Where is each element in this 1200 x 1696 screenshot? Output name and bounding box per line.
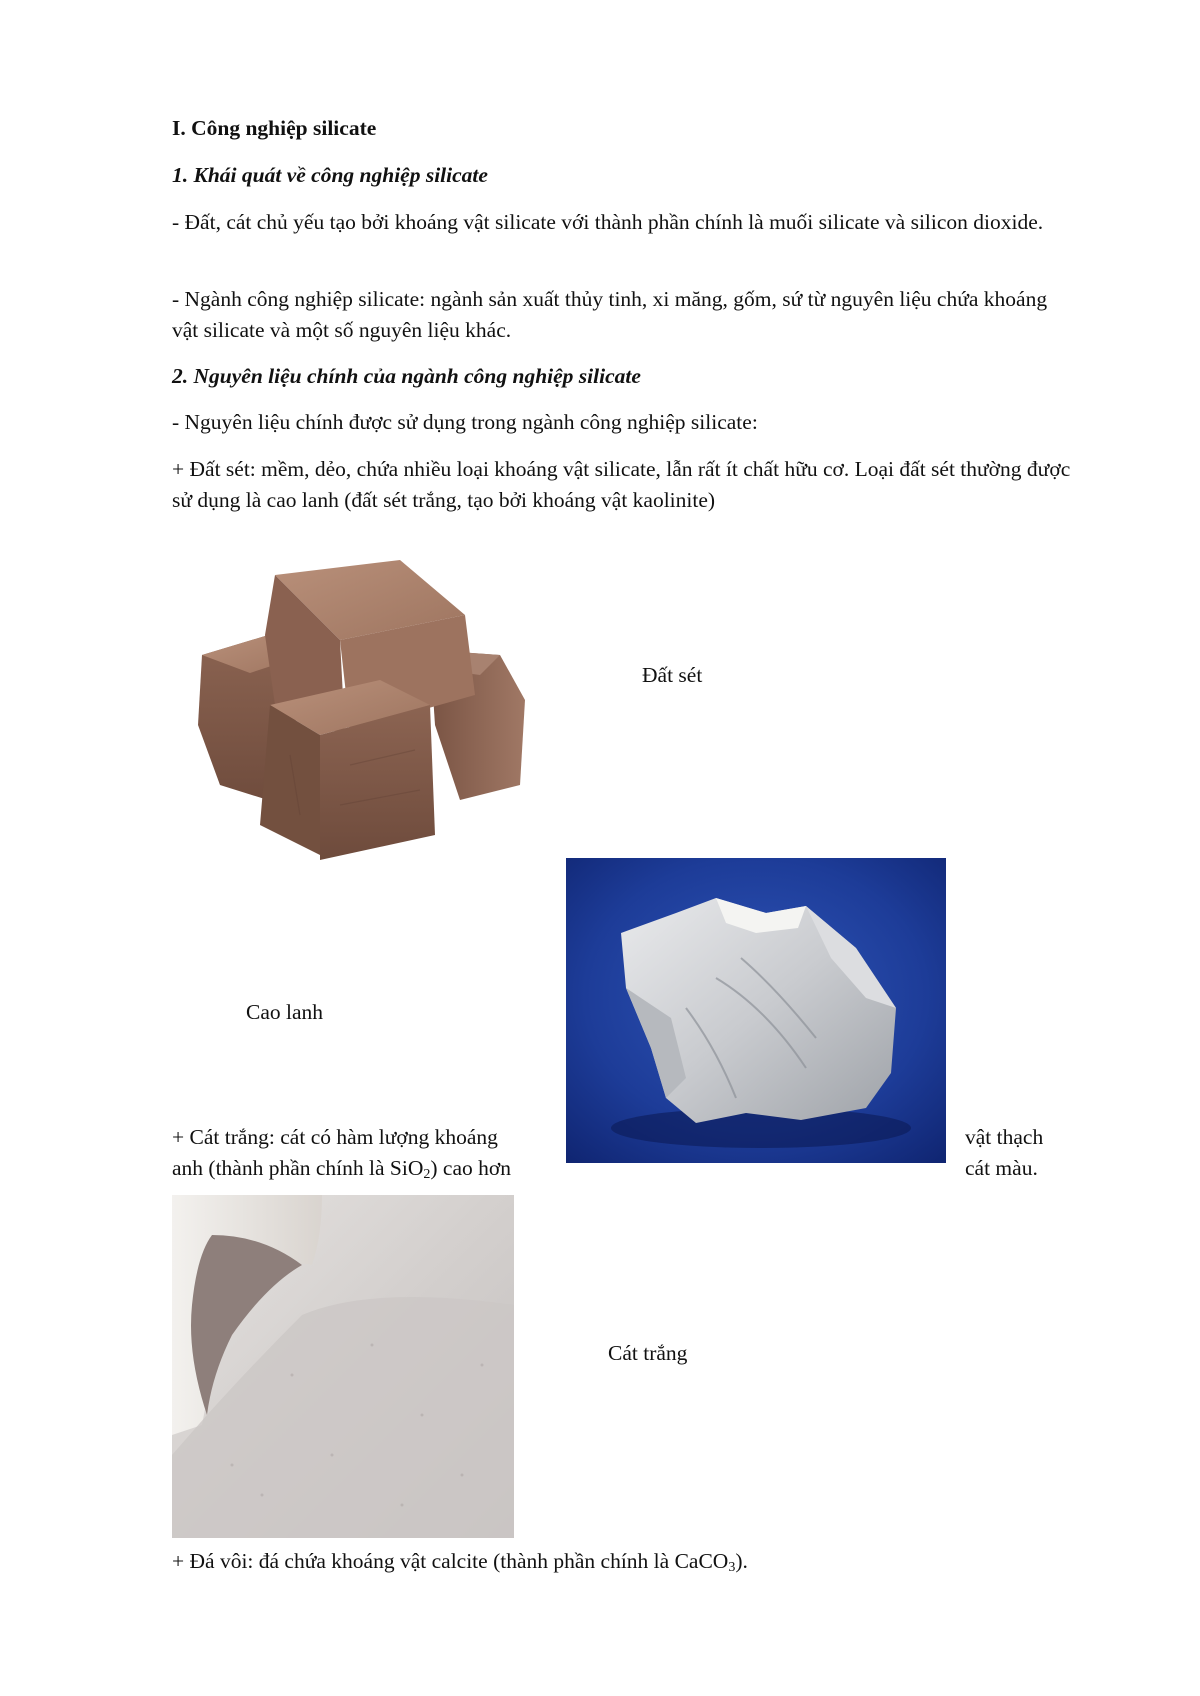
- caption-kaolin: Cao lanh: [246, 1000, 324, 1024]
- paragraph-silicate-minerals: - Đất, cát chủ yếu tạo bởi khoáng vật silicate với thành phần chính là muối silicate và silicon dioxide.: [172, 210, 1044, 234]
- kaolin-image: [566, 858, 946, 1163]
- paragraph-white-sand-line1-right: vật thạch: [965, 1125, 1044, 1149]
- section-heading: I. Công nghiệp silicate: [172, 116, 377, 140]
- white-sand-image: [172, 1195, 514, 1538]
- paragraph-clay: + Đất sét: mềm, dẻo, chứa nhiều loại khoáng vật silicate, lẫn rất ít chất hữu cơ. Loại đất sét thường được sử dụng là cao lanh (đất sét trắng, tạo bởi khoáng vật kaolinite): [172, 457, 1071, 512]
- caption-white-sand: Cát trắng: [608, 1341, 688, 1365]
- paragraph-limestone: + Đá vôi: đá chứa khoáng vật calcite (thành phần chính là CaCO$_3$).: [172, 1549, 748, 1575]
- paragraph-white-sand-line2-left: anh (thành phần chính là SiO$_2$) cao hơn: [172, 1156, 512, 1182]
- paragraph-raw-materials-intro: - Nguyên liệu chính được sử dụng trong ngành công nghiệp silicate:: [172, 410, 758, 434]
- paragraph-silicate-industry: - Ngành công nghiệp silicate: ngành sản xuất thủy tinh, xi măng, gốm, sứ từ nguyên liệu chứa khoáng vật silicate và một số nguyên liệu khác.: [172, 287, 1048, 342]
- paragraph-white-sand-line2-right: cát màu.: [965, 1156, 1038, 1180]
- paragraph-white-sand-line1-left: + Cát trắng: cát có hàm lượng khoáng: [172, 1125, 498, 1149]
- subsection-heading-1: 1. Khái quát về công nghiệp silicate: [172, 163, 488, 187]
- caption-clay: Đất sét: [642, 663, 703, 687]
- clay-image: [180, 555, 540, 885]
- subsection-heading-2: 2. Nguyên liệu chính của ngành công nghiệp silicate: [172, 364, 641, 388]
